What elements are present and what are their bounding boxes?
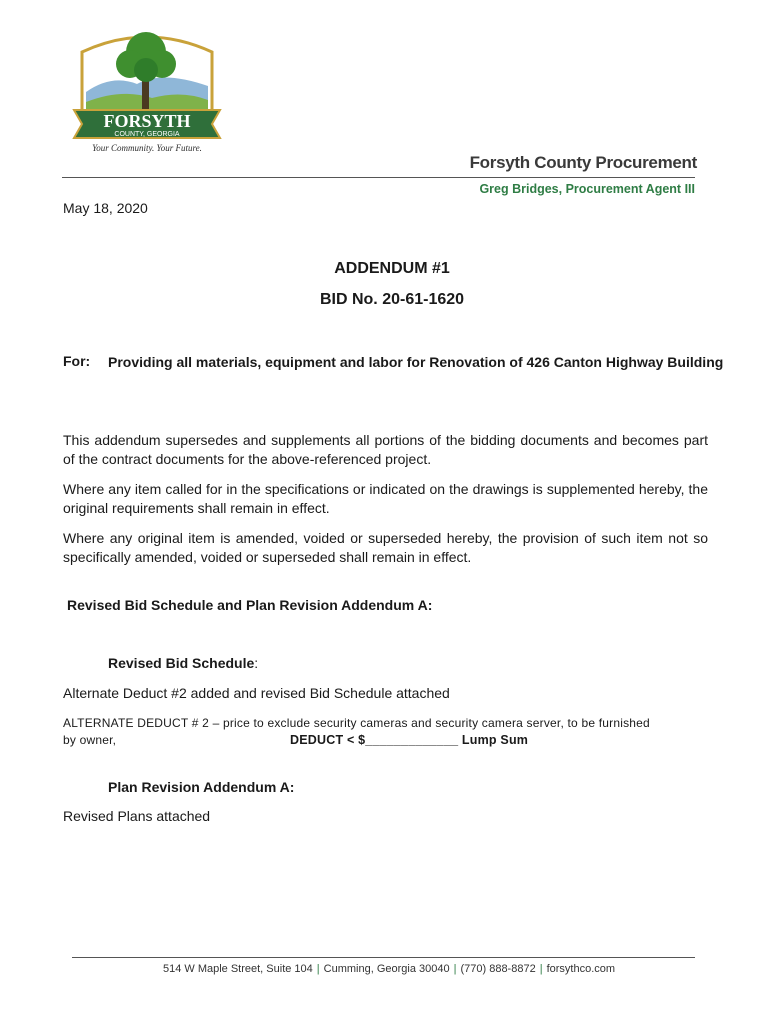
- paragraph-supplemented: Where any item called for in the specifications or indicated on the drawings is supplemented hereby, the original requirements shall remain in effect.: [63, 481, 708, 516]
- by-owner-text: by owner,: [63, 733, 117, 747]
- deduct-lump-sum-field: DEDUCT < $_____________ Lump Sum: [290, 733, 529, 747]
- for-description: Providing all materials, equipment and labor for Renovation of 426 Canton Highway Building: [108, 354, 724, 370]
- section-heading: Revised Bid Schedule and Plan Revision Addendum A:: [67, 597, 433, 613]
- paragraph-amended: Where any original item is amended, voided or superseded hereby, the provision of such item not so specifically amended, voided or superseded shall remain in effect.: [63, 530, 708, 565]
- addendum-title: ADDENDUM #1: [334, 260, 450, 277]
- forsyth-county-logo: [62, 22, 232, 162]
- footer: [0, 963, 770, 975]
- footer-separator: |: [316, 963, 320, 975]
- bid-schedule-heading-text: Revised Bid Schedule: [108, 655, 255, 671]
- procurement-agent: Greg Bridges, Procurement Agent III: [479, 182, 695, 196]
- bid-number: BID No. 20-61-1620: [319, 291, 465, 308]
- document-date: May 18, 2020: [63, 200, 148, 216]
- plan-revision-heading: Plan Revision Addendum A:: [108, 779, 295, 795]
- logo-name: FORSYTH: [103, 111, 191, 131]
- logo-sub: COUNTY, GEORGIA: [114, 131, 180, 138]
- bid-schedule-line: Alternate Deduct #2 added and revised Bid Schedule attached: [63, 685, 450, 701]
- footer-website: forsythco.com: [546, 963, 616, 975]
- logo-tagline: Your Community. Your Future.: [92, 143, 202, 153]
- bid-schedule-heading: [108, 655, 258, 671]
- footer-address: 514 W Maple Street, Suite 104: [162, 963, 313, 975]
- alternate-deduct-description: ALTERNATE DEDUCT # 2 – price to exclude security cameras and security camera server, to be furnished: [63, 716, 650, 730]
- paragraph-supersedes: This addendum supersedes and supplements all portions of the bidding documents and becomes part of the contract documents for the above-referenced project.: [63, 432, 708, 467]
- plan-revision-line: Revised Plans attached: [63, 808, 211, 824]
- organization-title: Forsyth County Procurement: [469, 153, 697, 172]
- footer-phone: (770) 888-8872: [460, 963, 536, 975]
- footer-city: Cumming, Georgia 30040: [323, 963, 450, 975]
- bid-schedule-heading-colon: :: [254, 655, 259, 671]
- footer-separator: |: [539, 963, 543, 975]
- for-label: For:: [63, 353, 91, 369]
- footer-divider: [72, 957, 695, 958]
- footer-separator: |: [453, 963, 457, 975]
- header-divider: [62, 177, 695, 178]
